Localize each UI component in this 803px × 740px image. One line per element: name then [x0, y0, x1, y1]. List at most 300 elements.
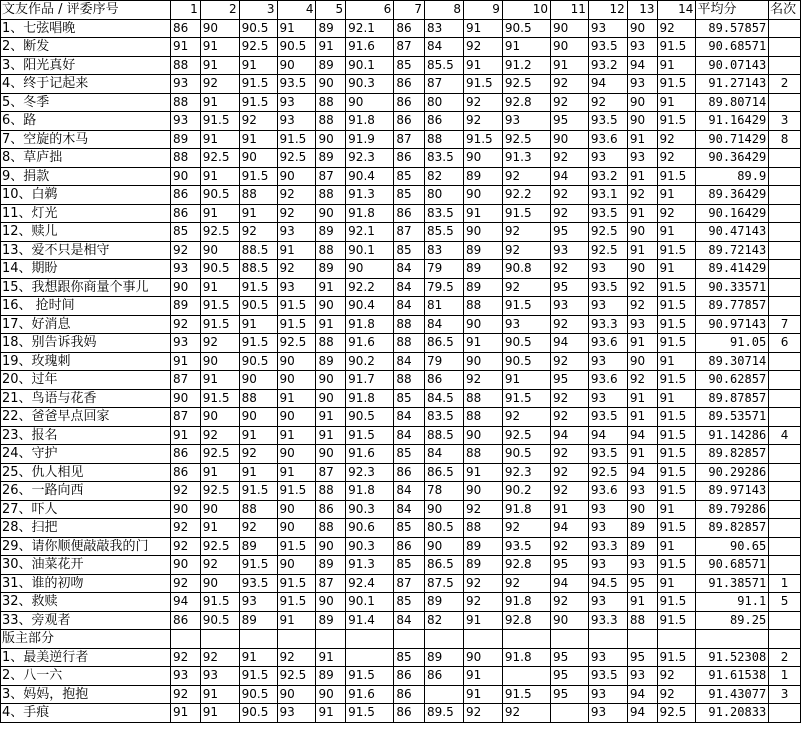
score-cell: 85	[394, 241, 425, 260]
score-cell: 86	[394, 463, 425, 482]
entry-name: 32、救赎	[1, 593, 171, 612]
score-cell: 92.1	[346, 19, 394, 38]
score-cell: 89	[316, 56, 346, 75]
score-cell: 88	[425, 130, 464, 149]
score-cell: 92	[277, 648, 316, 667]
average-score: 90.36429	[696, 149, 769, 168]
score-cell: 90.2	[502, 482, 550, 501]
score-cell: 93.5	[588, 408, 627, 427]
score-cell: 92.5	[588, 241, 627, 260]
score-cell: 86	[171, 204, 201, 223]
average-score: 90.65	[696, 537, 769, 556]
section-row	[1, 630, 801, 649]
average-score: 89.53571	[696, 408, 769, 427]
judge-4: 4	[277, 1, 316, 20]
score-cell: 92	[277, 260, 316, 279]
score-cell: 91.5	[239, 93, 277, 112]
rank-cell: 6	[769, 334, 801, 353]
entry-name: 1、最美逆行者	[1, 648, 171, 667]
score-cell: 93	[588, 500, 627, 519]
score-cell: 94	[551, 334, 589, 353]
score-cell: 85	[394, 56, 425, 75]
score-cell: 93.6	[588, 482, 627, 501]
score-cell: 92	[502, 704, 550, 723]
score-cell: 94	[627, 704, 657, 723]
score-cell: 92	[171, 574, 201, 593]
score-cell: 89	[316, 149, 346, 168]
score-cell: 90	[551, 38, 589, 57]
score-cell: 91	[200, 167, 239, 186]
score-cell: 93.5	[588, 204, 627, 223]
score-cell: 89	[316, 223, 346, 242]
score-cell: 87	[316, 167, 346, 186]
entry-name: 27、吓人	[1, 500, 171, 519]
average-score: 91.20833	[696, 704, 769, 723]
score-cell: 79	[425, 352, 464, 371]
score-cell: 90	[463, 352, 502, 371]
score-cell: 91.8	[346, 389, 394, 408]
rank-cell	[769, 167, 801, 186]
score-cell: 91	[657, 223, 696, 242]
avg-header: 平均分	[696, 1, 769, 20]
empty-cell	[657, 630, 696, 649]
score-cell: 92.5	[588, 223, 627, 242]
score-cell: 92.5	[588, 463, 627, 482]
table-row	[1, 352, 801, 371]
rank-cell	[769, 371, 801, 390]
score-cell: 88	[316, 186, 346, 205]
score-cell: 85	[394, 556, 425, 575]
empty-cell	[316, 630, 346, 649]
average-score: 90.68571	[696, 556, 769, 575]
score-cell: 85.5	[425, 223, 464, 242]
score-cell: 90	[277, 556, 316, 575]
entry-name: 14、期盼	[1, 260, 171, 279]
score-cell: 93.3	[588, 611, 627, 630]
entry-name: 2、八一六	[1, 667, 171, 686]
table-row	[1, 297, 801, 316]
score-cell: 93.5	[588, 38, 627, 57]
score-cell: 92	[551, 260, 589, 279]
score-cell: 90	[316, 371, 346, 390]
score-cell: 91.7	[346, 371, 394, 390]
score-cell: 92	[657, 149, 696, 168]
score-cell: 92	[627, 297, 657, 316]
score-cell: 91	[239, 463, 277, 482]
score-cell: 93	[502, 315, 550, 334]
score-cell: 93	[277, 704, 316, 723]
score-cell: 90.8	[502, 260, 550, 279]
score-cell: 94	[551, 519, 589, 538]
score-cell: 88.5	[425, 426, 464, 445]
rank-cell: 2	[769, 648, 801, 667]
score-cell: 91.9	[346, 130, 394, 149]
average-score: 91.43077	[696, 685, 769, 704]
score-cell: 95	[551, 278, 589, 297]
score-cell: 84	[394, 426, 425, 445]
entry-name: 3、阳光真好	[1, 56, 171, 75]
average-score: 90.33571	[696, 278, 769, 297]
score-cell: 90	[627, 223, 657, 242]
score-cell: 92	[551, 186, 589, 205]
score-cell: 90.1	[346, 56, 394, 75]
score-cell: 93	[627, 667, 657, 686]
score-cell: 89	[239, 537, 277, 556]
judge-3: 3	[239, 1, 277, 20]
score-cell: 92.5	[277, 667, 316, 686]
average-score: 89.97143	[696, 482, 769, 501]
score-cell: 86	[394, 704, 425, 723]
score-cell: 88	[463, 389, 502, 408]
score-cell: 94	[551, 426, 589, 445]
score-cell: 91.5	[657, 463, 696, 482]
average-score: 90.16429	[696, 204, 769, 223]
score-cell: 91	[316, 648, 346, 667]
score-cell: 92	[657, 685, 696, 704]
table-row	[1, 112, 801, 131]
score-cell: 91.5	[239, 482, 277, 501]
score-cell: 88	[463, 519, 502, 538]
judge-14: 14	[657, 1, 696, 20]
score-cell: 93.5	[588, 112, 627, 131]
score-cell: 85	[394, 389, 425, 408]
score-cell: 80	[425, 93, 464, 112]
empty-cell	[696, 630, 769, 649]
score-cell: 90	[171, 278, 201, 297]
score-cell: 92	[463, 93, 502, 112]
score-cell: 85	[394, 445, 425, 464]
score-cell: 92	[171, 519, 201, 538]
rank-cell	[769, 186, 801, 205]
score-cell: 91	[239, 204, 277, 223]
score-cell: 92	[171, 315, 201, 334]
score-cell: 84	[394, 408, 425, 427]
rank-cell	[769, 260, 801, 279]
score-cell: 91.3	[502, 149, 550, 168]
score-cell: 91	[277, 611, 316, 630]
table-row	[1, 56, 801, 75]
score-cell: 86	[171, 445, 201, 464]
score-cell: 89	[463, 278, 502, 297]
score-cell: 80.5	[425, 519, 464, 538]
average-score: 90.97143	[696, 315, 769, 334]
score-cell: 91.5	[502, 389, 550, 408]
score-cell: 92.3	[346, 463, 394, 482]
table-row	[1, 19, 801, 38]
score-cell: 90.5	[502, 445, 550, 464]
score-cell: 91	[239, 648, 277, 667]
empty-cell	[277, 630, 316, 649]
average-score: 89.9	[696, 167, 769, 186]
score-cell: 95	[627, 574, 657, 593]
score-cell: 92	[239, 519, 277, 538]
header-row	[1, 1, 801, 20]
score-cell: 86	[171, 19, 201, 38]
score-cell: 91.5	[239, 75, 277, 94]
score-cell: 93	[627, 149, 657, 168]
score-cell: 91	[627, 241, 657, 260]
score-cell: 93.6	[588, 334, 627, 353]
score-cell: 92	[502, 574, 550, 593]
score-cell: 90	[316, 75, 346, 94]
score-cell: 91	[657, 537, 696, 556]
score-cell: 88	[171, 56, 201, 75]
score-cell: 90.5	[239, 685, 277, 704]
score-cell: 90	[239, 408, 277, 427]
rank-cell	[769, 556, 801, 575]
score-cell: 91	[200, 704, 239, 723]
score-cell: 92	[463, 500, 502, 519]
empty-cell	[239, 630, 277, 649]
score-cell: 90	[277, 167, 316, 186]
score-cell: 91	[463, 334, 502, 353]
entry-name: 30、油菜花开	[1, 556, 171, 575]
table-row	[1, 38, 801, 57]
score-cell: 91	[239, 315, 277, 334]
score-cell: 88	[394, 315, 425, 334]
score-cell: 90	[277, 445, 316, 464]
score-cell: 90	[239, 371, 277, 390]
entry-name: 10、白鹈	[1, 186, 171, 205]
score-cell: 94	[627, 685, 657, 704]
score-cell: 90	[171, 389, 201, 408]
score-cell: 89	[316, 352, 346, 371]
empty-cell	[551, 630, 589, 649]
score-cell: 81	[425, 297, 464, 316]
table-row	[1, 167, 801, 186]
score-cell: 88	[316, 112, 346, 131]
score-cell: 88	[239, 389, 277, 408]
score-cell: 92	[657, 130, 696, 149]
score-cell: 91.5	[346, 704, 394, 723]
score-cell: 94	[627, 426, 657, 445]
score-cell: 90	[277, 371, 316, 390]
score-cell: 92	[502, 519, 550, 538]
score-cell: 86	[394, 75, 425, 94]
score-cell: 91.5	[239, 167, 277, 186]
score-cell: 91.8	[346, 482, 394, 501]
score-cell: 84	[394, 352, 425, 371]
score-cell: 91	[171, 704, 201, 723]
score-cell: 91.8	[502, 593, 550, 612]
rank-cell	[769, 19, 801, 38]
score-cell: 90	[171, 167, 201, 186]
score-cell: 91	[200, 519, 239, 538]
score-cell: 89	[316, 556, 346, 575]
score-cell: 95	[551, 556, 589, 575]
score-cell: 90	[277, 500, 316, 519]
score-cell: 91.5	[502, 685, 550, 704]
score-cell: 91	[316, 278, 346, 297]
score-cell: 91.3	[346, 556, 394, 575]
score-cell: 90	[316, 389, 346, 408]
average-score: 89.77857	[696, 297, 769, 316]
score-cell: 93.5	[588, 667, 627, 686]
score-cell: 91.6	[346, 38, 394, 57]
score-cell: 92	[239, 112, 277, 131]
score-cell: 93.5	[277, 75, 316, 94]
score-cell: 88	[463, 445, 502, 464]
entry-name: 31、谁的初吻	[1, 574, 171, 593]
average-score: 91.27143	[696, 75, 769, 94]
score-cell: 84	[394, 611, 425, 630]
score-cell: 93	[627, 482, 657, 501]
average-score: 91.1	[696, 593, 769, 612]
entry-name: 5、冬季	[1, 93, 171, 112]
score-cell: 86	[394, 93, 425, 112]
score-cell: 91	[200, 463, 239, 482]
score-cell: 92	[200, 334, 239, 353]
score-cell: 93.3	[588, 315, 627, 334]
score-cell: 92	[463, 371, 502, 390]
score-cell: 91	[657, 56, 696, 75]
score-cell: 93	[277, 93, 316, 112]
entry-name: 11、灯光	[1, 204, 171, 223]
score-cell: 91	[657, 352, 696, 371]
score-cell: 91.5	[657, 593, 696, 612]
score-cell: 84	[394, 278, 425, 297]
entry-name: 4、终于记起来	[1, 75, 171, 94]
average-score: 89.82857	[696, 445, 769, 464]
score-cell: 89	[627, 537, 657, 556]
score-cell: 91	[200, 56, 239, 75]
score-cell: 94	[551, 167, 589, 186]
score-cell: 93.2	[588, 167, 627, 186]
score-cell: 92	[171, 482, 201, 501]
average-score: 91.05	[696, 334, 769, 353]
score-cell: 91.4	[346, 611, 394, 630]
score-cell: 90.5	[200, 186, 239, 205]
score-cell: 86	[394, 204, 425, 223]
rank-cell	[769, 704, 801, 723]
entry-name: 23、报名	[1, 426, 171, 445]
score-cell: 89	[316, 611, 346, 630]
score-cell: 95	[551, 648, 589, 667]
score-cell: 91.5	[657, 556, 696, 575]
entry-name: 12、赎儿	[1, 223, 171, 242]
score-cell: 93	[588, 19, 627, 38]
score-cell: 93.2	[588, 56, 627, 75]
score-cell: 90	[239, 149, 277, 168]
rank-cell: 7	[769, 315, 801, 334]
score-cell: 93.6	[588, 130, 627, 149]
score-cell: 92.5	[657, 704, 696, 723]
score-cell: 88	[463, 297, 502, 316]
score-cell: 92	[551, 315, 589, 334]
score-cell: 92.5	[277, 334, 316, 353]
score-cell: 90	[200, 408, 239, 427]
empty-cell	[627, 630, 657, 649]
score-cell: 93	[171, 112, 201, 131]
rank-cell	[769, 93, 801, 112]
entry-name: 6、路	[1, 112, 171, 131]
score-cell: 90	[316, 593, 346, 612]
score-cell: 91.6	[346, 334, 394, 353]
score-cell: 88.5	[239, 241, 277, 260]
score-cell: 92	[551, 389, 589, 408]
score-cell: 91.5	[277, 130, 316, 149]
score-cell: 86.5	[425, 556, 464, 575]
table-row	[1, 556, 801, 575]
score-cell: 87	[394, 223, 425, 242]
score-cell: 91.6	[346, 685, 394, 704]
score-cell: 91.5	[277, 537, 316, 556]
score-cell: 92.8	[502, 93, 550, 112]
entry-name: 19、玫瑰刺	[1, 352, 171, 371]
score-cell: 90	[463, 315, 502, 334]
score-cell: 91	[316, 704, 346, 723]
entry-name: 20、过年	[1, 371, 171, 390]
table-row	[1, 408, 801, 427]
score-cell: 84	[394, 297, 425, 316]
score-cell: 91	[657, 93, 696, 112]
rank-cell	[769, 352, 801, 371]
score-cell: 84	[425, 38, 464, 57]
table-row	[1, 241, 801, 260]
score-cell: 92.5	[200, 223, 239, 242]
judge-12: 12	[588, 1, 627, 20]
score-cell: 91	[316, 426, 346, 445]
score-cell: 92	[551, 149, 589, 168]
score-cell: 91	[200, 685, 239, 704]
empty-cell	[502, 630, 550, 649]
score-cell: 89	[425, 648, 464, 667]
score-cell: 92	[200, 648, 239, 667]
score-cell: 92	[627, 186, 657, 205]
score-cell: 91	[463, 667, 502, 686]
table-row	[1, 389, 801, 408]
score-cell: 91.5	[657, 38, 696, 57]
score-cell: 79	[425, 260, 464, 279]
score-cell: 89	[316, 19, 346, 38]
score-cell: 93	[171, 260, 201, 279]
score-cell: 86	[171, 186, 201, 205]
rank-cell	[769, 611, 801, 630]
table-row	[1, 574, 801, 593]
score-cell: 91.5	[277, 315, 316, 334]
score-cell: 89	[171, 130, 201, 149]
score-cell: 90	[277, 519, 316, 538]
entry-name: 8、草庐拙	[1, 149, 171, 168]
average-score: 90.68571	[696, 38, 769, 57]
score-cell: 91	[627, 389, 657, 408]
score-cell: 94.5	[588, 574, 627, 593]
score-cell: 90.5	[277, 38, 316, 57]
score-cell: 91	[200, 93, 239, 112]
score-cell: 94	[171, 593, 201, 612]
score-cell: 86	[425, 371, 464, 390]
rank-cell: 2	[769, 75, 801, 94]
score-cell: 88	[171, 93, 201, 112]
score-cell: 92	[502, 278, 550, 297]
table-row	[1, 93, 801, 112]
score-cell: 90.3	[346, 75, 394, 94]
average-score: 89.41429	[696, 260, 769, 279]
score-cell: 90	[171, 556, 201, 575]
score-cell: 95	[551, 667, 589, 686]
score-cell: 93	[551, 241, 589, 260]
judge-1: 1	[171, 1, 201, 20]
score-cell: 84	[425, 315, 464, 334]
score-cell: 87	[425, 75, 464, 94]
score-cell: 92	[239, 445, 277, 464]
average-score: 89.57857	[696, 19, 769, 38]
score-cell: 92	[502, 167, 550, 186]
entry-name: 26、一路向西	[1, 482, 171, 501]
score-cell: 91.5	[657, 334, 696, 353]
score-cell: 91	[277, 19, 316, 38]
score-cell: 92.2	[346, 278, 394, 297]
